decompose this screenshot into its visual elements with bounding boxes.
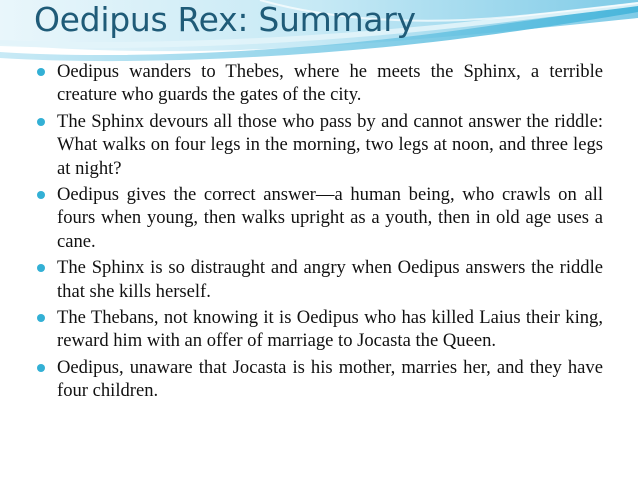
bullet-text: Oedipus gives the correct answer—a human being, who crawls on all fours when young, then walks upright as a youth, then in old age uses a cane. (57, 184, 603, 252)
bullet-item (37, 356, 603, 403)
bullet-dot-icon (37, 68, 45, 76)
bullet-item (37, 60, 603, 107)
bullet-dot-icon (37, 314, 45, 322)
bullet-item (37, 183, 603, 253)
bullet-item (37, 110, 603, 180)
bullet-dot-icon (37, 191, 45, 199)
bullet-text: Oedipus wanders to Thebes, where he meets the Sphinx, a terrible creature who guards the gates of the city. (57, 61, 603, 106)
bullet-item (37, 256, 603, 303)
bullet-text: Oedipus, unaware that Jocasta is his mother, marries her, and they have four children. (57, 356, 603, 402)
bullet-dot-icon (37, 264, 45, 272)
slide-title: Oedipus Rex: Summary (34, 0, 416, 39)
bullet-dot-icon (37, 364, 45, 372)
bullet-text: The Sphinx is so distraught and angry when Oedipus answers the riddle that she kills herself. (57, 257, 603, 302)
bullet-dot-icon (37, 118, 45, 126)
bullet-text: The Sphinx devours all those who pass by and cannot answer the riddle: What walks on four legs in the morning, two legs at noon, and three legs at night? (57, 110, 603, 179)
bullet-list (37, 60, 603, 406)
bullet-text: The Thebans, not knowing it is Oedipus who has killed Laius their king, reward him with an offer of marriage to Jocasta the Queen. (57, 307, 603, 352)
bullet-item (37, 306, 603, 353)
